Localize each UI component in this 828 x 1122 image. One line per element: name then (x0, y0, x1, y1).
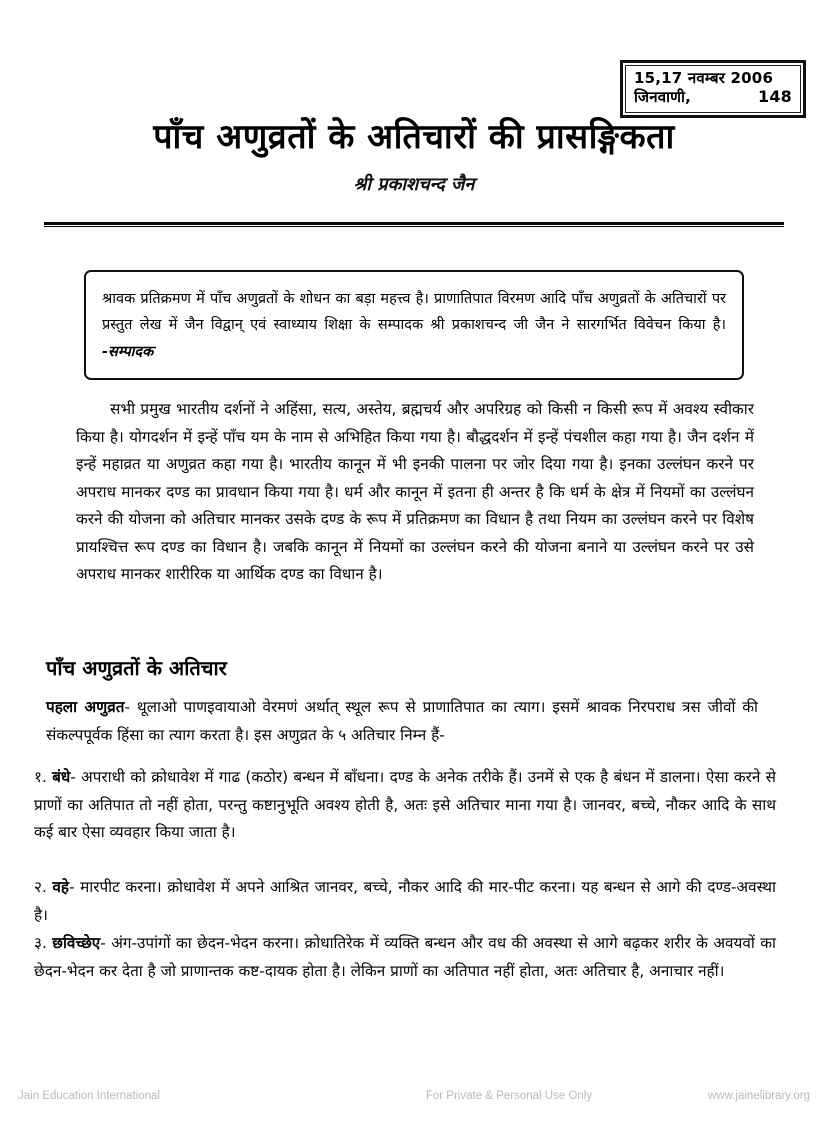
list-item (34, 874, 776, 929)
list-item-term: बंधे (52, 768, 71, 786)
list-item-number: ३. (34, 934, 47, 952)
issue-info-box-inner (625, 65, 801, 113)
page-footer (0, 1090, 828, 1102)
page-number: 148 (758, 87, 792, 107)
list-item-text: - मारपीट करना। क्रोधावेश में अपने आश्रित जानवर, बच्चे, नौकर आदि की मार-पीट करना। यह बन्धन से आगे की दण्ड-अवस्था है। (34, 878, 776, 924)
list-item-term: छविच्छेए (52, 934, 101, 952)
list-item (34, 930, 776, 985)
abstract-body: श्रावक प्रतिक्रमण में पाँच अणुव्रतों के शोधन का बड़ा महत्त्व है। प्राणातिपात विरमण आदि पाँच अणुव्रतों के अतिचारों पर प्रस्तुत लेख में जैन विद्वान् एवं स्वाध्याय शिक्षा के सम्पादक श्री प्रकाशचन्द जी जैन ने सारगर्भित विवेचन किया है। (102, 291, 726, 334)
main-paragraph: सभी प्रमुख भारतीय दर्शनों ने अहिंसा, सत्य, अस्तेय, ब्रह्मचर्य और अपरिग्रह को किसी न किसी रूप में अवश्य स्वीकार किया है। योगदर्शन में इन्हें पाँच यम के नाम से अभिहित किया गया है। बौद्धदर्शन में इन्हें पंचशील कहा गया है। जैन दर्शन में इन्हें महाव्रत या अणुव्रत कहा गया है। भारतीय कानून में भी इनकी पालना पर जोर दिया गया है। इनका उल्लंघन करने पर अपराध मानकर दण्ड का प्रावधान किया गया है। धर्म और कानून में इतना ही अन्तर है कि धर्म के क्षेत्र में नियमों का उल्लंघन करने की योजना को अतिचार मानकर उसके दण्ड के रूप में प्रतिक्रमण का विधान है तथा नियम का उल्लंघन करने पर विशेष प्रायश्चित्त रूप दण्ड का विधान है। जबकि कानून में नियमों का उल्लंघन करने की योजना बनाने या उल्लंघन करने पर उसे अपराध मानकर शारीरिक या आर्थिक दण्ड का विधान है। (76, 400, 754, 584)
footer-left: Jain Education International (18, 1090, 160, 1102)
issue-date: 15,17 नवम्बर 2006 (634, 69, 774, 87)
abstract-box (84, 270, 744, 380)
issue-info-box (620, 60, 806, 118)
list-item-text: - अंग-उपांगों का छेदन-भेदन करना। क्रोधातिरेक में व्यक्ति बन्धन और वध की अवस्था से आगे बढ़कर शरीर के अवयवों का छेदन-भेदन कर देता है जो प्राणान्तक कष्ट-दायक होता है। लेकिन प्राणों का अतिपात नहीं होता, अतः अतिचार है, अनाचार नहीं। (34, 934, 776, 980)
abstract-text (102, 286, 726, 365)
list-item (34, 764, 776, 847)
first-vrat-paragraph (46, 694, 758, 749)
list-item-number: २. (34, 878, 47, 896)
first-vrat-text: - थूलाओ पाणइवायाओ वेरमणं अर्थात् स्थूल रूप से प्राणातिपात का त्याग। इसमें श्रावक निरपराध त्रस जीवों की संकल्पपूर्वक हिंसा का त्याग करता है। इस अणुव्रत के ५ अतिचार निम्न हैं- (46, 698, 758, 744)
footer-center: For Private & Personal Use Only (425, 1090, 593, 1102)
issue-journal-row (634, 87, 792, 107)
list-item-term: वहे (52, 878, 70, 896)
horizontal-divider (44, 222, 784, 227)
list-item-number: १. (34, 768, 47, 786)
first-vrat-label: पहला अणुव्रत (46, 698, 125, 716)
abstract-signature: -सम्पादक (102, 343, 154, 360)
section-heading: पाँच अणुव्रतों के अतिचार (46, 656, 227, 680)
page-title: पाँच अणुव्रतों के अतिचारों की प्रासङ्गिकता (153, 117, 675, 157)
author-byline: श्री प्रकाशचन्द जैन (353, 174, 475, 195)
journal-name: जिनवाणी, (634, 88, 691, 107)
footer-right: www.jainelibrary.org (707, 1090, 810, 1102)
list-item-text: - अपराधी को क्रोधावेश में गाढ (कठोर) बन्धन में बाँधना। दण्ड के अनेक तरीके हैं। उनमें से एक है बंधन में डालना। ऐसा करने से प्राणों का अतिपात तो नहीं होता, परन्तु कष्टानुभूति अवश्य होती है, अतः इसे अतिचार माना गया है। जानवर, बच्चे, नौकर आदि के साथ कई बार ऐसा व्यवहार किया जाता है। (34, 768, 776, 842)
